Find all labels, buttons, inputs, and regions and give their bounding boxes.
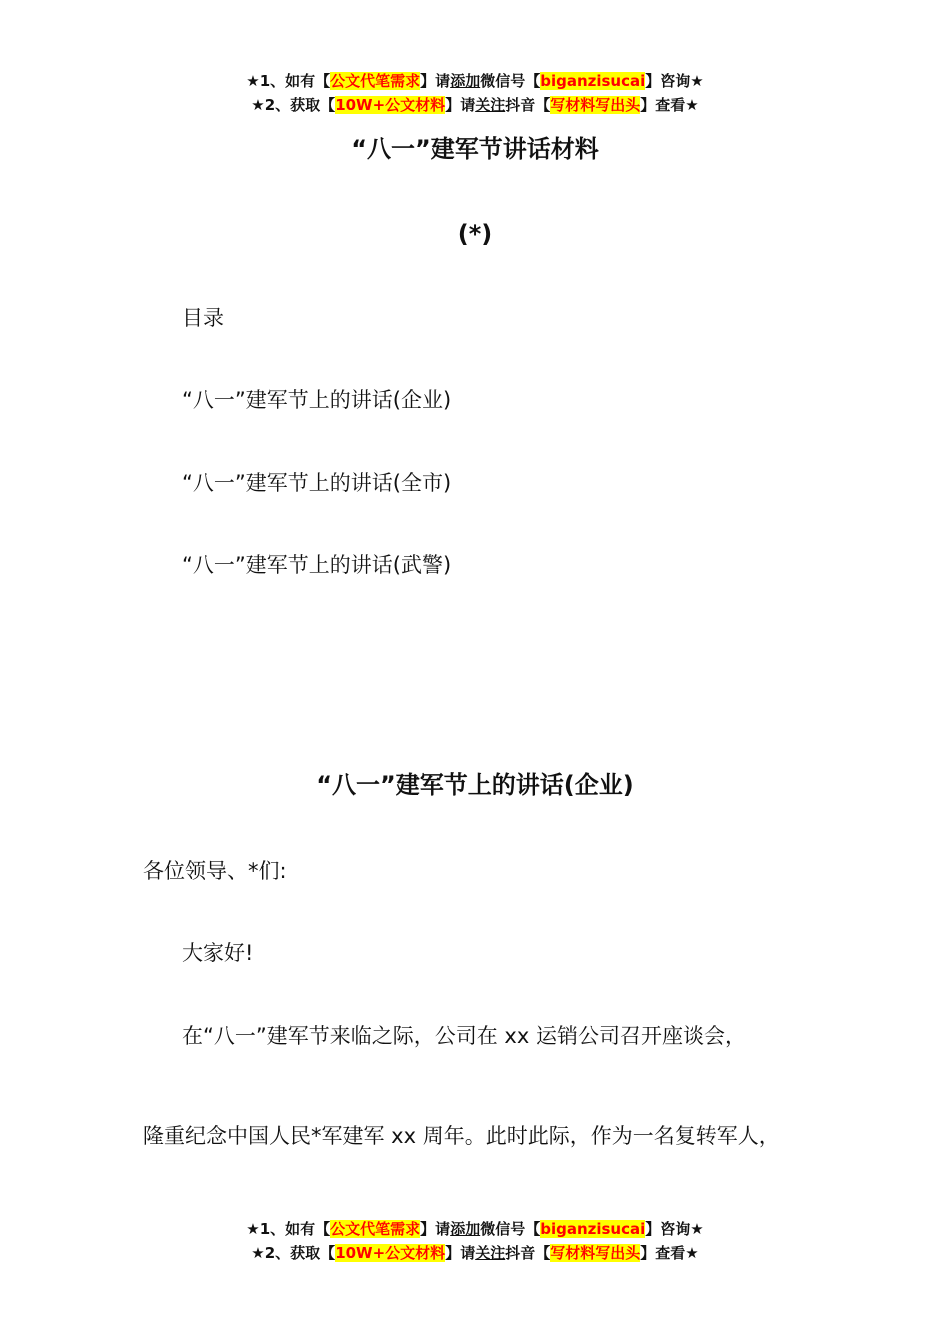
promo-wechat-id: biganzisucai	[540, 1220, 646, 1238]
promo-line-1: ★1、如有【公文代笔需求】请添加微信号【biganzisucai】咨询★	[246, 72, 704, 90]
body-paragraph: 在“八一”建军节来临之际，公司在 xx 运销公司召开座谈会，	[182, 1024, 746, 1048]
greeting: 大家好!	[182, 941, 254, 965]
top-promo-banner	[0, 69, 950, 117]
toc-item: “八一”建军节上的讲话(全市)	[182, 471, 452, 495]
promo-douyin-id: 写材料写出头	[550, 96, 641, 114]
document-subtitle: (*)	[457, 220, 493, 248]
promo-highlight: 公文代笔需求	[330, 1220, 421, 1238]
promo-line-2: ★2、获取【10W+公文材料】请关注抖音【写材料写出头】查看★	[251, 1244, 699, 1262]
promo-line-1: ★1、如有【公文代笔需求】请添加微信号【biganzisucai】咨询★	[246, 1220, 704, 1238]
promo-highlight: 公文代笔需求	[330, 72, 421, 90]
toc-heading: 目录	[182, 306, 224, 330]
section-title: “八一”建军节上的讲话(企业)	[316, 771, 634, 799]
promo-underline: 关注	[475, 96, 506, 114]
promo-douyin-id: 写材料写出头	[550, 1244, 641, 1262]
salutation: 各位领导、*们:	[143, 859, 287, 883]
promo-line-2: ★2、获取【10W+公文材料】请关注抖音【写材料写出头】查看★	[251, 96, 699, 114]
promo-underline: 添加	[450, 72, 481, 90]
bottom-promo-banner	[0, 1217, 950, 1265]
toc-item: “八一”建军节上的讲话(企业)	[182, 388, 452, 412]
body-paragraph: 隆重纪念中国人民*军建军 xx 周年。此时此际，作为一名复转军人，	[143, 1124, 780, 1148]
document-title: “八一”建军节讲话材料	[351, 135, 599, 163]
toc-item: “八一”建军节上的讲话(武警)	[182, 553, 452, 577]
promo-highlight: 10W+公文材料	[335, 96, 446, 114]
promo-underline: 添加	[450, 1220, 481, 1238]
promo-highlight: 10W+公文材料	[335, 1244, 446, 1262]
promo-underline: 关注	[475, 1244, 506, 1262]
promo-wechat-id: biganzisucai	[540, 72, 646, 90]
